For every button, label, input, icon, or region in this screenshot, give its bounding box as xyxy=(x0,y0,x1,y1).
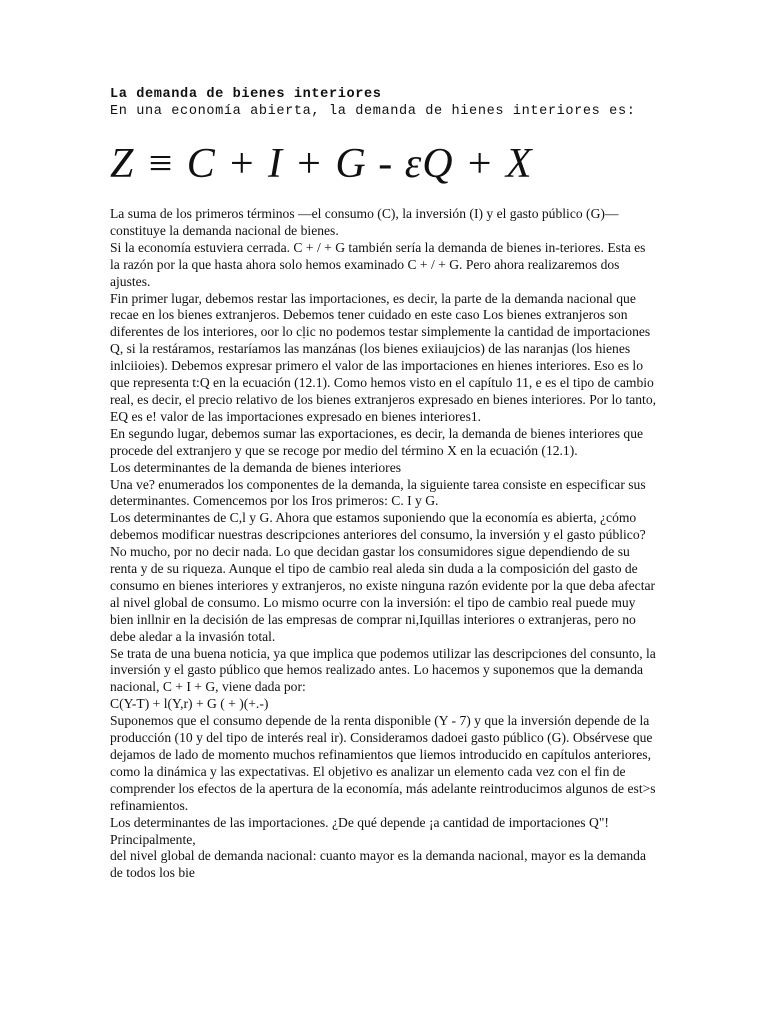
section-heading: Los determinantes de la demanda de bienes interiores xyxy=(110,459,402,475)
paragraph: Se trata de una buena noticia, ya que implica que podemos utilizar las descripciones del consunto, la inversión y el gasto público que hemos realizado antes. Lo hacemos y suponemos que la demanda nacional, C + I + G, viene dada por: xyxy=(110,645,656,695)
equation-line: C(Y-T) + l(Y,r) + G ( + )(+.-) xyxy=(110,696,269,712)
intro-text: En una economía abierta, la demanda de hienes interiores es: xyxy=(110,104,636,119)
paragraph: Suponemos que el consumo depende de la renta disponible (Y - 7) y que la inversión depende de la producción (10 y del tipo de interés real ir). Consideramos dadoei gasto público (G). Obsérvese que dejamos de lado de momento muchos refinamientos que liemos introducido en capítulos anteriores, como la dinámica y las expectativas. El objetivo es analizar un elemento cada vez con el fin de comprender los efectos de la apertura de la economía, más adelante reintroducimos algunos de est>s refinamientos. xyxy=(110,713,656,813)
demand-formula: Z ≡ C + I + G - εQ + X xyxy=(110,141,533,187)
paragraph: En segundo lugar, debemos sumar las exportaciones, es decir, la demanda de bienes interiores que procede del extranjero y que se recoge por medio del término X en la ecuación (12.1). xyxy=(110,425,644,458)
paragraph: del nivel global de demanda nacional: cuanto mayor es la demanda nacional, mayor es la demanda de todos los bie xyxy=(110,848,646,881)
paragraph: Una ve? enumerados los componentes de la demanda, la siguiente tarea consiste en especificar sus determinantes. Comencemos por los Iros primeros: C. I y G. xyxy=(110,476,646,509)
paragraph: Si la economía estuviera cerrada. C + / + G también sería la demanda de bienes in-teriores. Esta es la razón por la que hasta ahora solo hemos examinado C + / + G. Pero ahora realizaremos dos ajustes. xyxy=(110,239,646,289)
body-text xyxy=(110,206,658,882)
paragraph: Los determinantes de las importaciones. ¿De qué depende ¡a cantidad de importaciones Q"! Principalmente, xyxy=(110,814,609,847)
document-title: La demanda de bienes interiores xyxy=(110,87,382,102)
paragraph: La suma de los primeros términos —el consumo (C), la inversión (I) y el gasto público (G)— constituye la demanda nacional de bienes. xyxy=(110,206,619,238)
header-block xyxy=(110,86,670,120)
paragraph: Los determinantes de C,l y G. Ahora que estamos suponiendo que la economía es abierta, ¿cómo debemos modificar nuestras descripciones anteriores del consumo, la inversión y el gasto público? No mucho, por no decir nada. Lo que decidan gastar los consumidores sigue dependiendo de su renta y de su riqueza. Aunque el tipo de cambio real aleda sin duda a la composición del gasto de consumo en bienes interiores y extranjeros, no existe ninguna razón evidente por la que deba afectar al nivel global de consumo. Lo mismo ocurre con la inversión: el tipo de cambio real puede muy bien inllnir en la decisión de las empresas de comprar ni,Iquillas interiores o extranjeras, pero no debe aledar a la invasión total. xyxy=(110,510,656,644)
paragraph: Fin primer lugar, debemos restar las importaciones, es decir, la parte de la demanda nacional que recae en los bienes extranjeros. Debemos tener cuidado en este caso Los bienes extranjeros son diferentes de los interiores, oor lo cḷic no podemos testar simplemente la cantidad de importaciones Q, si la restáramos, restaríamos las manzánas (los bienes exiiaujcios) de las naranjas (los hienes inlciioies). Debemos expresar primero el valor de las importaciones en hienes interiores. Eso es lo que representa t:Q en la ecuación (12.1). Como hemos visto en el capítulo 11, e es el tipo de cambio real, es decir, el precio relativo de los bienes extranjeros expresado en bienes interiores. Por lo tanto, EQ es e! valor de las importaciones expresado en bienes interiores1. xyxy=(110,290,657,424)
